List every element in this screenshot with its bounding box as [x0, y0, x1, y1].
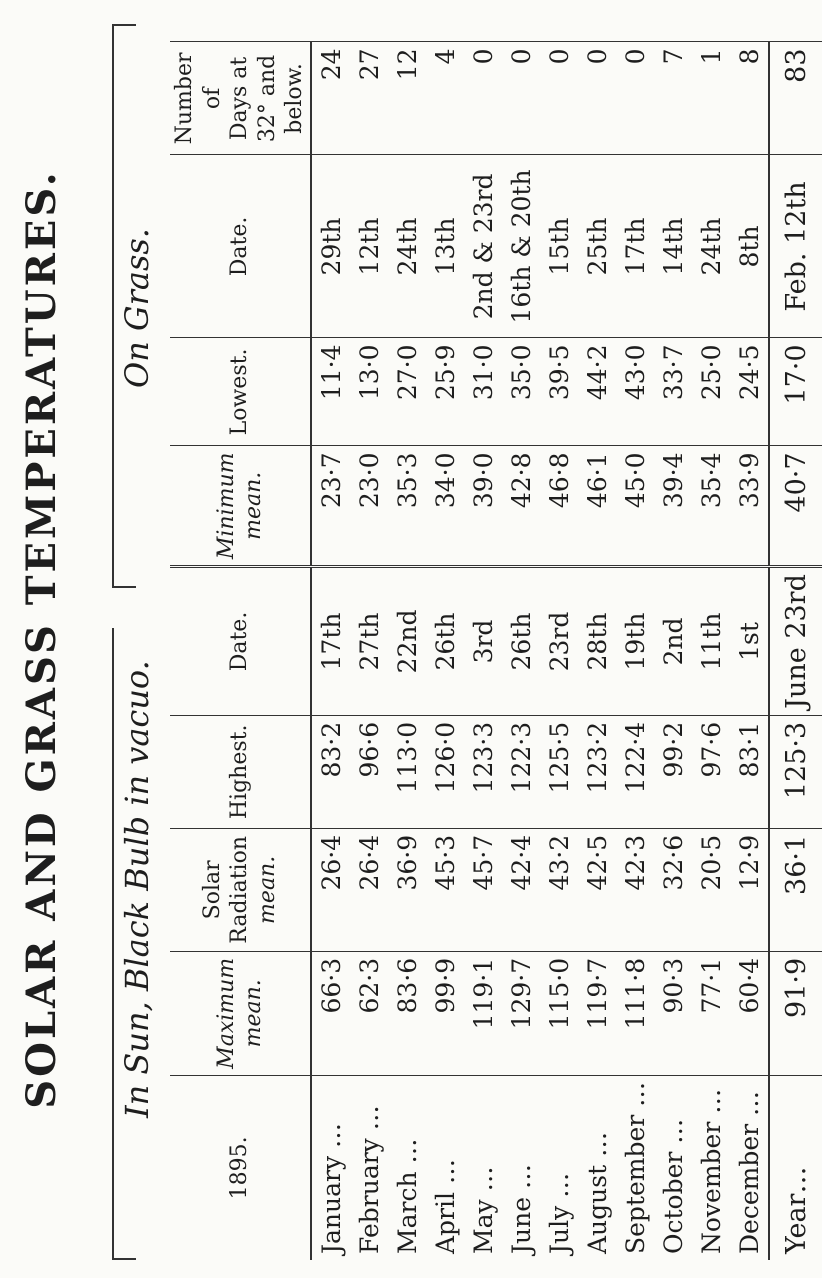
header-days-below-32: Number of Days at 32° and below.	[170, 42, 311, 155]
cell-month: Year…	[769, 1075, 822, 1260]
header-highest: Highest.	[170, 715, 311, 828]
table-row	[540, 42, 578, 1260]
cell-solar-rad: 43·2	[540, 828, 578, 951]
table-row	[730, 42, 769, 1260]
cell-highest: 99·2	[654, 715, 692, 828]
cell-grass-min: 35·4	[692, 446, 730, 567]
table-row	[426, 42, 464, 1260]
cell-date: 11th	[692, 567, 730, 716]
cell-grass-date: 13th	[426, 155, 464, 338]
header-year: 1895.	[170, 1075, 311, 1260]
cell-highest: 83·1	[730, 715, 769, 828]
cell-days: 4	[426, 42, 464, 155]
cell-month: May …	[464, 1075, 502, 1260]
cell-date: 22nd	[388, 567, 426, 716]
cell-highest: 125·3	[769, 715, 822, 828]
cell-highest: 122·4	[616, 715, 654, 828]
cell-highest: 126·0	[426, 715, 464, 828]
cell-solar-rad: 12·9	[730, 828, 769, 951]
cell-highest: 125·5	[540, 715, 578, 828]
cell-date: 17th	[311, 567, 350, 716]
cell-grass-min: 34·0	[426, 446, 464, 567]
header-lowest: Lowest.	[170, 338, 311, 446]
cell-days: 0	[464, 42, 502, 155]
cell-sun-max: 90·3	[654, 951, 692, 1075]
cell-month: April …	[426, 1075, 464, 1260]
cell-sun-max: 91·9	[769, 951, 822, 1075]
cell-month: June …	[502, 1075, 540, 1260]
table-row	[502, 42, 540, 1260]
cell-grass-min: 33·9	[730, 446, 769, 567]
cell-days: 24	[311, 42, 350, 155]
cell-date: 1st	[730, 567, 769, 716]
cell-sun-max: 83·6	[388, 951, 426, 1075]
cell-highest: 113·0	[388, 715, 426, 828]
cell-lowest: 17·0	[769, 338, 822, 446]
table-row	[350, 42, 388, 1260]
cell-date: 23rd	[540, 567, 578, 716]
cell-month: August …	[578, 1075, 616, 1260]
cell-days: 0	[578, 42, 616, 155]
cell-sun-max: 66·3	[311, 951, 350, 1075]
table-row	[311, 42, 350, 1260]
cell-month: July …	[540, 1075, 578, 1260]
cell-lowest: 25·0	[692, 338, 730, 446]
cell-highest: 96·6	[350, 715, 388, 828]
cell-solar-rad: 36·9	[388, 828, 426, 951]
cell-sun-max: 119·1	[464, 951, 502, 1075]
cell-grass-date: 24th	[388, 155, 426, 338]
cell-lowest: 31·0	[464, 338, 502, 446]
cell-lowest: 11·4	[311, 338, 350, 446]
temperature-table	[170, 41, 822, 1260]
cell-grass-date: 12th	[350, 155, 388, 338]
cell-date: 3rd	[464, 567, 502, 716]
cell-solar-rad: 42·4	[502, 828, 540, 951]
header-grass-date: Date.	[170, 155, 311, 338]
cell-grass-min: 39·4	[654, 446, 692, 567]
cell-grass-date: Feb. 12th	[769, 155, 822, 338]
cell-days: 7	[654, 42, 692, 155]
cell-date: 26th	[426, 567, 464, 716]
cell-days: 1	[692, 42, 730, 155]
header-sun-max: Maximum mean.	[170, 951, 311, 1075]
cell-days: 27	[350, 42, 388, 155]
cell-grass-min: 40·7	[769, 446, 822, 567]
cell-grass-min: 35·3	[388, 446, 426, 567]
page-title: SOLAR AND GRASS TEMPERATURES.	[18, 169, 65, 1109]
cell-grass-min: 23·0	[350, 446, 388, 567]
table-row	[616, 42, 654, 1260]
cell-sun-max: 119·7	[578, 951, 616, 1075]
cell-sun-max: 111·8	[616, 951, 654, 1075]
cell-sun-max: 99·9	[426, 951, 464, 1075]
cell-solar-rad: 26·4	[311, 828, 350, 951]
cell-days: 0	[616, 42, 654, 155]
cell-lowest: 44·2	[578, 338, 616, 446]
cell-days: 0	[540, 42, 578, 155]
cell-month: February …	[350, 1075, 388, 1260]
cell-highest: 123·2	[578, 715, 616, 828]
cell-month: November …	[692, 1075, 730, 1260]
cell-solar-rad: 45·7	[464, 828, 502, 951]
cell-month: March …	[388, 1075, 426, 1260]
cell-grass-min: 45·0	[616, 446, 654, 567]
header-grass-min: Minimum mean.	[170, 446, 311, 567]
cell-month: January …	[311, 1075, 350, 1260]
cell-grass-date: 15th	[540, 155, 578, 338]
cell-lowest: 33·7	[654, 338, 692, 446]
cell-date: 19th	[616, 567, 654, 716]
cell-highest: 97·6	[692, 715, 730, 828]
cell-solar-rad: 42·3	[616, 828, 654, 951]
cell-grass-date: 17th	[616, 155, 654, 338]
cell-highest: 122·3	[502, 715, 540, 828]
cell-date: June 23rd	[769, 567, 822, 716]
header-date: Date.	[170, 567, 311, 716]
cell-solar-rad: 32·6	[654, 828, 692, 951]
grass-section-caption: On Grass.	[118, 218, 156, 398]
cell-highest: 83·2	[311, 715, 350, 828]
table-row	[388, 42, 426, 1260]
cell-lowest: 39·5	[540, 338, 578, 446]
cell-lowest: 13·0	[350, 338, 388, 446]
cell-grass-min: 39·0	[464, 446, 502, 567]
cell-days: 8	[730, 42, 769, 155]
sun-section-caption: In Sun, Black Bulb in vacuo.	[118, 650, 156, 1128]
cell-month: October …	[654, 1075, 692, 1260]
cell-grass-date: 14th	[654, 155, 692, 338]
cell-grass-date: 16th & 20th	[502, 155, 540, 338]
cell-days: 83	[769, 42, 822, 155]
cell-solar-rad: 42·5	[578, 828, 616, 951]
cell-date: 28th	[578, 567, 616, 716]
cell-days: 0	[502, 42, 540, 155]
table-row	[464, 42, 502, 1260]
cell-lowest: 24·5	[730, 338, 769, 446]
cell-lowest: 25·9	[426, 338, 464, 446]
cell-days: 12	[388, 42, 426, 155]
header-solar-radiation: Solar Radiation mean.	[170, 828, 311, 951]
cell-date: 2nd	[654, 567, 692, 716]
cell-grass-date: 24th	[692, 155, 730, 338]
cell-grass-min: 46·8	[540, 446, 578, 567]
year-total-row	[769, 42, 822, 1260]
cell-sun-max: 60·4	[730, 951, 769, 1075]
cell-highest: 123·3	[464, 715, 502, 828]
cell-date: 26th	[502, 567, 540, 716]
cell-solar-rad: 20·5	[692, 828, 730, 951]
table-row	[692, 42, 730, 1260]
cell-sun-max: 115·0	[540, 951, 578, 1075]
cell-grass-date: 25th	[578, 155, 616, 338]
table-row	[578, 42, 616, 1260]
cell-solar-rad: 26·4	[350, 828, 388, 951]
cell-month: December …	[730, 1075, 769, 1260]
cell-grass-date: 2nd & 23rd	[464, 155, 502, 338]
cell-grass-min: 42·8	[502, 446, 540, 567]
cell-grass-date: 8th	[730, 155, 769, 338]
cell-sun-max: 62·3	[350, 951, 388, 1075]
cell-month: September …	[616, 1075, 654, 1260]
cell-solar-rad: 36·1	[769, 828, 822, 951]
cell-sun-max: 77·1	[692, 951, 730, 1075]
cell-lowest: 35·0	[502, 338, 540, 446]
cell-lowest: 27·0	[388, 338, 426, 446]
cell-grass-date: 29th	[311, 155, 350, 338]
cell-sun-max: 129·7	[502, 951, 540, 1075]
cell-grass-min: 23·7	[311, 446, 350, 567]
table-row	[654, 42, 692, 1260]
cell-solar-rad: 45·3	[426, 828, 464, 951]
cell-lowest: 43·0	[616, 338, 654, 446]
cell-grass-min: 46·1	[578, 446, 616, 567]
cell-date: 27th	[350, 567, 388, 716]
